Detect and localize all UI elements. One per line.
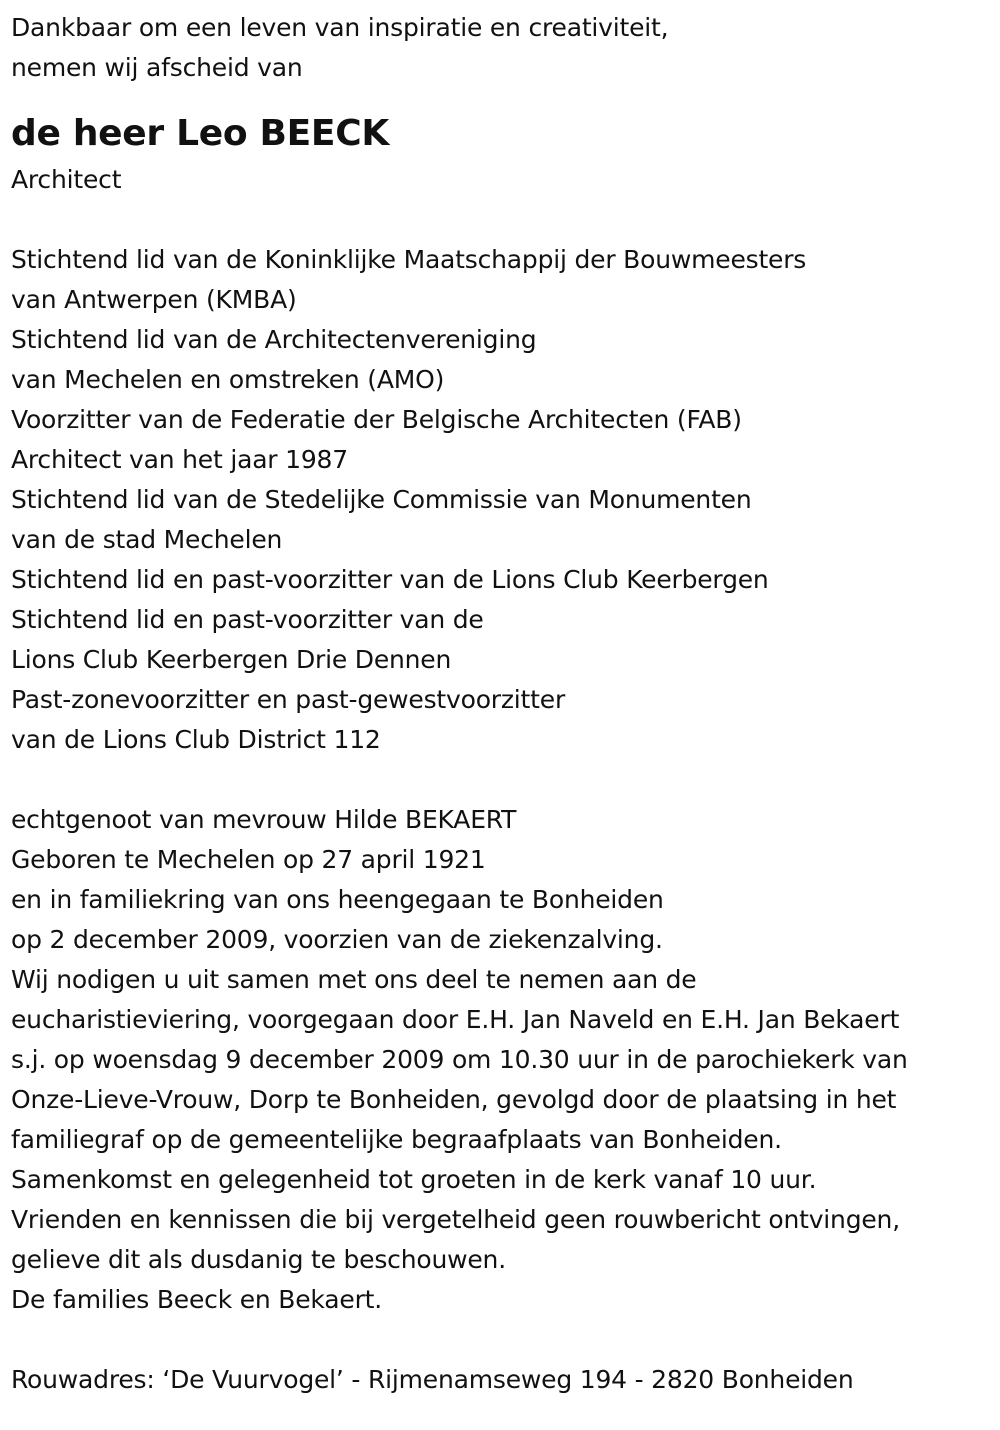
detail-line: gelieve dit als dusdanig te beschouwen. — [11, 1245, 506, 1274]
role-line: Past-zonevoorzitter en past-gewestvoorzitter — [11, 685, 566, 714]
role-line: Stichtend lid van de Stedelijke Commissie van Monumenten — [11, 485, 752, 514]
role-line: Architect van het jaar 1987 — [11, 445, 348, 474]
detail-line: Onze-Lieve-Vrouw, Dorp te Bonheiden, gevolgd door de plaatsing in het — [11, 1085, 897, 1114]
spacer — [11, 200, 1000, 240]
deceased-name: de heer Leo BEECK — [11, 113, 389, 154]
role-line: Stichtend lid van de Koninklijke Maatschappij der Bouwmeesters — [11, 245, 807, 274]
deceased-profession: Architect — [11, 165, 122, 194]
role-line: van de Lions Club District 112 — [11, 725, 381, 754]
role-line: Stichtend lid en past-voorzitter van de — [11, 605, 484, 634]
spacer — [11, 760, 1000, 800]
detail-line: op 2 december 2009, voorzien van de ziekenzalving. — [11, 925, 663, 954]
detail-line: s.j. op woensdag 9 december 2009 om 10.30 uur in de parochiekerk van — [11, 1045, 908, 1074]
role-line: van Antwerpen (KMBA) — [11, 285, 297, 314]
spacer — [11, 1320, 1000, 1360]
detail-line: familiegraf op de gemeentelijke begraafplaats van Bonheiden. — [11, 1125, 782, 1154]
detail-line: en in familiekring van ons heengegaan te Bonheiden — [11, 885, 664, 914]
intro-line: Dankbaar om een leven van inspiratie en creativiteit, — [11, 13, 669, 42]
detail-line: Wij nodigen u uit samen met ons deel te nemen aan de — [11, 965, 697, 994]
detail-line: eucharistieviering, voorgegaan door E.H. Jan Naveld en E.H. Jan Bekaert — [11, 1005, 900, 1034]
detail-line: Geboren te Mechelen op 27 april 1921 — [11, 845, 486, 874]
role-line: van Mechelen en omstreken (AMO) — [11, 365, 445, 394]
roles-list — [11, 240, 1000, 760]
detail-line: echtgenoot van mevrouw Hilde BEKAERT — [11, 805, 517, 834]
role-line: Stichtend lid van de Architectenvereniging — [11, 325, 537, 354]
details-text — [11, 800, 1000, 1320]
mourning-address: Rouwadres: ‘De Vuurvogel’ - Rijmenamseweg 194 - 2820 Bonheiden — [11, 1365, 854, 1394]
role-line: van de stad Mechelen — [11, 525, 283, 554]
intro-text — [11, 8, 1000, 88]
intro-line: nemen wij afscheid van — [11, 53, 303, 82]
role-line: Lions Club Keerbergen Drie Dennen — [11, 645, 452, 674]
detail-line: Samenkomst en gelegenheid tot groeten in de kerk vanaf 10 uur. — [11, 1165, 817, 1194]
role-line: Voorzitter van de Federatie der Belgische Architecten (FAB) — [11, 405, 742, 434]
detail-line: Vrienden en kennissen die bij vergetelheid geen rouwbericht ontvingen, — [11, 1205, 900, 1234]
detail-line: De families Beeck en Bekaert. — [11, 1285, 382, 1314]
role-line: Stichtend lid en past-voorzitter van de Lions Club Keerbergen — [11, 565, 769, 594]
